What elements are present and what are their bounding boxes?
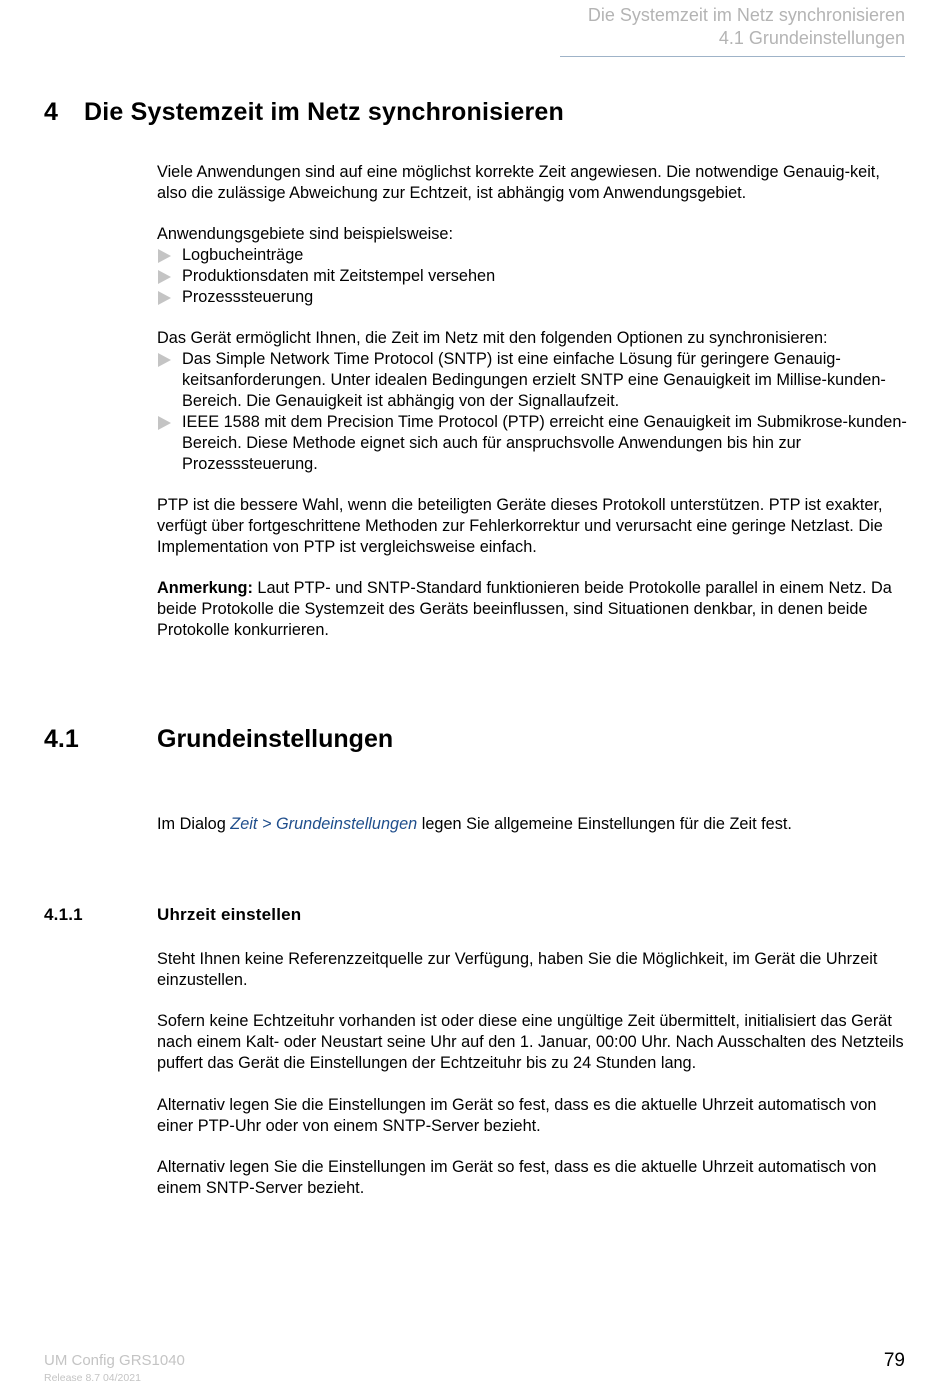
list-item: Logbucheinträge: [157, 245, 909, 266]
intro-paragraph: Viele Anwendungen sind auf eine möglichst korrekte Zeit angewiesen. Die notwendige Genauig-keit, also die zulässige Abweichung zur Echtzeit, ist abhängig vom Anwendungsgebiet.: [157, 163, 880, 202]
bullet-triangle-icon: [158, 291, 171, 305]
bullet-triangle-icon: [158, 416, 171, 430]
chapter-title: Die Systemzeit im Netz synchronisieren: [84, 98, 564, 126]
chapter-heading: [44, 98, 564, 127]
note-text: Laut PTP- und SNTP-Standard funktionieren beide Protokolle parallel in einem Netz. Da beide Protokolle die Systemzeit des Geräts beeinflussen, sind Situationen denkbar, in denen beide Protokolle konkurrieren.: [157, 579, 892, 639]
subsection-paragraph: Alternativ legen Sie die Einstellungen im Gerät so fest, dass es die aktuelle Uhrzeit automatisch von einer PTP-Uhr oder von einem SNTP-Server bezieht.: [157, 1096, 877, 1135]
list-item: Prozesssteuerung: [157, 287, 909, 308]
header-rule: [560, 56, 905, 57]
subsection-title: Uhrzeit einstellen: [157, 905, 302, 924]
areas-list: [157, 245, 909, 308]
bullet-triangle-icon: [158, 353, 171, 367]
footer-document-name: UM Config GRS1040: [44, 1352, 185, 1369]
subsection-paragraph: Alternativ legen Sie die Einstellungen im Gerät so fest, dass es die aktuelle Uhrzeit automatisch von einem SNTP-Server bezieht.: [157, 1158, 877, 1197]
options-list: [157, 349, 909, 475]
page-number: 79: [883, 1350, 905, 1371]
section-intro: Im Dialog Zeit > Grundeinstellungen legen Sie allgemeine Einstellungen für die Zeit fest.: [157, 815, 792, 833]
dialog-link[interactable]: Zeit > Grundeinstellungen: [230, 815, 418, 833]
subsection-paragraph: Sofern keine Echtzeituhr vorhanden ist oder diese eine ungültige Zeit übermittelt, initialisiert das Gerät nach einem Kalt- oder Neustart seine Uhr auf den 1. Januar, 00:00 Uhr. Nach Ausschalten des Netzteils puffert das Gerät die Einstellungen der Echtzeituhr bis zu 24 Stunden lang.: [157, 1012, 904, 1072]
section-title: Grundeinstellungen: [157, 725, 394, 753]
ptp-paragraph: PTP ist die bessere Wahl, wenn die beteiligten Geräte dieses Protokoll unterstützen. PTP ist exakter, verfügt über fortgeschrittene Methoden zur Fehlerkorrektur und verursacht eine geringe Netzlast. Die Implementation von PTP ist vergleichsweise einfach.: [157, 496, 883, 556]
list-item: Produktionsdaten mit Zeitstempel versehen: [157, 266, 909, 287]
subsection-paragraph: Steht Ihnen keine Referenzzeitquelle zur Verfügung, haben Sie die Möglichkeit, im Gerät die Uhrzeit einzustellen.: [157, 950, 878, 989]
list-item: Das Simple Network Time Protocol (SNTP) ist eine einfache Lösung für geringere Genauig-keitsanforderungen. Unter idealen Bedingungen erzielt SNTP eine Genauigkeit im Millise-kunden-Bereich. Die Genauigkeit ist abhängig von der Signallaufzeit.: [157, 349, 909, 412]
areas-intro: Anwendungsgebiete sind beispielsweise:: [157, 225, 453, 243]
section-heading: [44, 725, 393, 754]
note-label: Anmerkung:: [157, 579, 253, 597]
list-item: IEEE 1588 mit dem Precision Time Protocol (PTP) erreicht eine Genauigkeit im Submikrose-kunden-Bereich. Diese Methode eignet sich auch für anspruchsvolle Anwendungen bis hin zur Prozesssteuerung.: [157, 412, 909, 475]
running-header-chapter: Die Systemzeit im Netz synchronisieren: [587, 5, 905, 25]
chapter-number: 4: [44, 98, 59, 126]
section-number: 4.1: [44, 725, 79, 753]
bullet-triangle-icon: [158, 249, 171, 263]
footer-release: Release 8.7 04/2021: [44, 1372, 141, 1384]
running-header-section: 4.1 Grundeinstellungen: [718, 28, 905, 48]
subsection-heading: [44, 905, 301, 925]
subsection-number: 4.1.1: [44, 905, 83, 924]
note-paragraph: [157, 578, 909, 641]
options-intro: Das Gerät ermöglicht Ihnen, die Zeit im Netz mit den folgenden Optionen zu synchronisieren:: [157, 329, 828, 347]
bullet-triangle-icon: [158, 270, 171, 284]
